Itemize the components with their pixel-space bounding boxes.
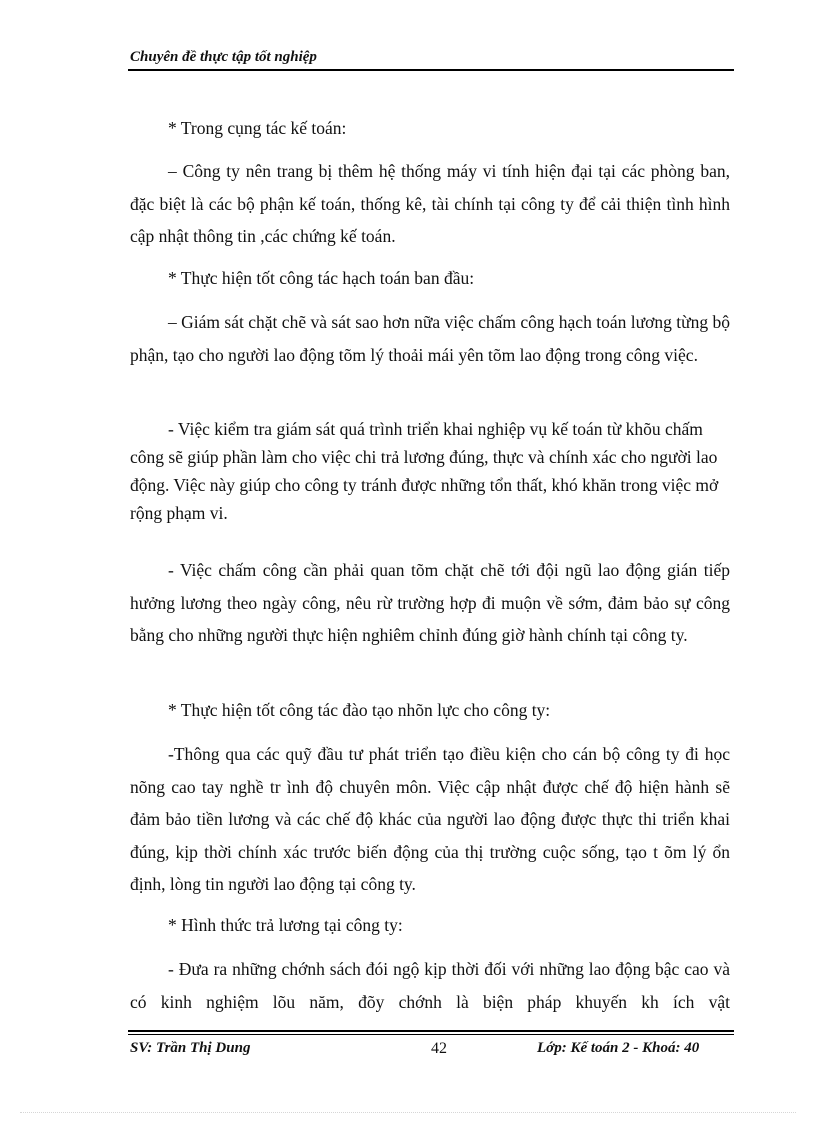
page-header-title: Chuyên đề thực tập tốt nghiệp bbox=[130, 49, 317, 65]
footer-class-info: Lớp: Kế toán 2 - Khoá: 40 bbox=[537, 1040, 700, 1056]
paragraph-5: - Việc kiểm tra giám sát quá trình triển khai nghiệp vụ kế toán từ khõu chấm công sẽ giúp phần làm cho việc chi trả lương đúng, thực và chính xác cho người lao động. Việc này giúp cho công ty tránh được những tổn thất, khó khăn trong việc mở rộng phạm vi. bbox=[130, 419, 719, 523]
paragraph-2: – Công ty nên trang bị thêm hệ thống máy vi tính hiện đại tại các phòng ban, đặc biệt là các bộ phận kế toán, thống kê, tài chính tại công ty để cải thiện tình hình cập nhật thông tin ,các chứng kế toán. bbox=[130, 161, 730, 246]
paragraph-10: - Đưa ra những chớnh sách đói ngộ kịp thời đối với những lao động bậc cao và có kinh nghiệm lõu năm, đõy chớnh là biện pháp khuyến kh ích vật bbox=[130, 959, 730, 1012]
paragraph-7: * Thực hiện tốt công tác đào tạo nhõn lực cho công ty: bbox=[168, 700, 551, 720]
paragraph-6: - Việc chấm công cần phải quan tõm chặt chẽ tới đội ngũ lao động gián tiếp hưởng lương theo ngày công, nêu rừ trường hợp đi muộn về sớm, đảm bảo sự công bằng cho những người thực hiện nghiêm chỉnh đúng giờ hành chính tại công ty. bbox=[130, 560, 730, 645]
footer-student-name: SV: Trần Thị Dung bbox=[130, 1040, 251, 1056]
paragraph-1: * Trong cụng tác kế toán: bbox=[168, 118, 347, 138]
footer-rule-thin bbox=[128, 1034, 734, 1035]
paragraph-8: -Thông qua các quỹ đầu tư phát triển tạo điều kiện cho cán bộ công ty đi học nõng cao tay nghề tr ình độ chuyên môn. Việc cập nhật được chế độ hiện hành sẽ đảm bảo tiền lương và các chế độ khác của người lao động được thực thi triển khai đúng, kịp thời chính xác trước biến động của thị trường cuộc sống, tạo t õm lý ổn định, lòng tin người lao động tại công ty. bbox=[130, 744, 730, 894]
page-number: 42 bbox=[431, 1040, 447, 1057]
paragraph-3: * Thực hiện tốt công tác hạch toán ban đầu: bbox=[168, 268, 475, 288]
footer-rule-thick bbox=[128, 1030, 734, 1032]
header-rule bbox=[128, 69, 734, 71]
paragraph-9: * Hình thức trả lương tại công ty: bbox=[168, 915, 403, 935]
page-edge-divider bbox=[20, 1112, 796, 1113]
paragraph-4: – Giám sát chặt chẽ và sát sao hơn nữa việc chấm công hạch toán lương từng bộ phận, tạo cho người lao động tõm lý thoải mái yên tõm lao động trong công việc. bbox=[130, 312, 730, 365]
